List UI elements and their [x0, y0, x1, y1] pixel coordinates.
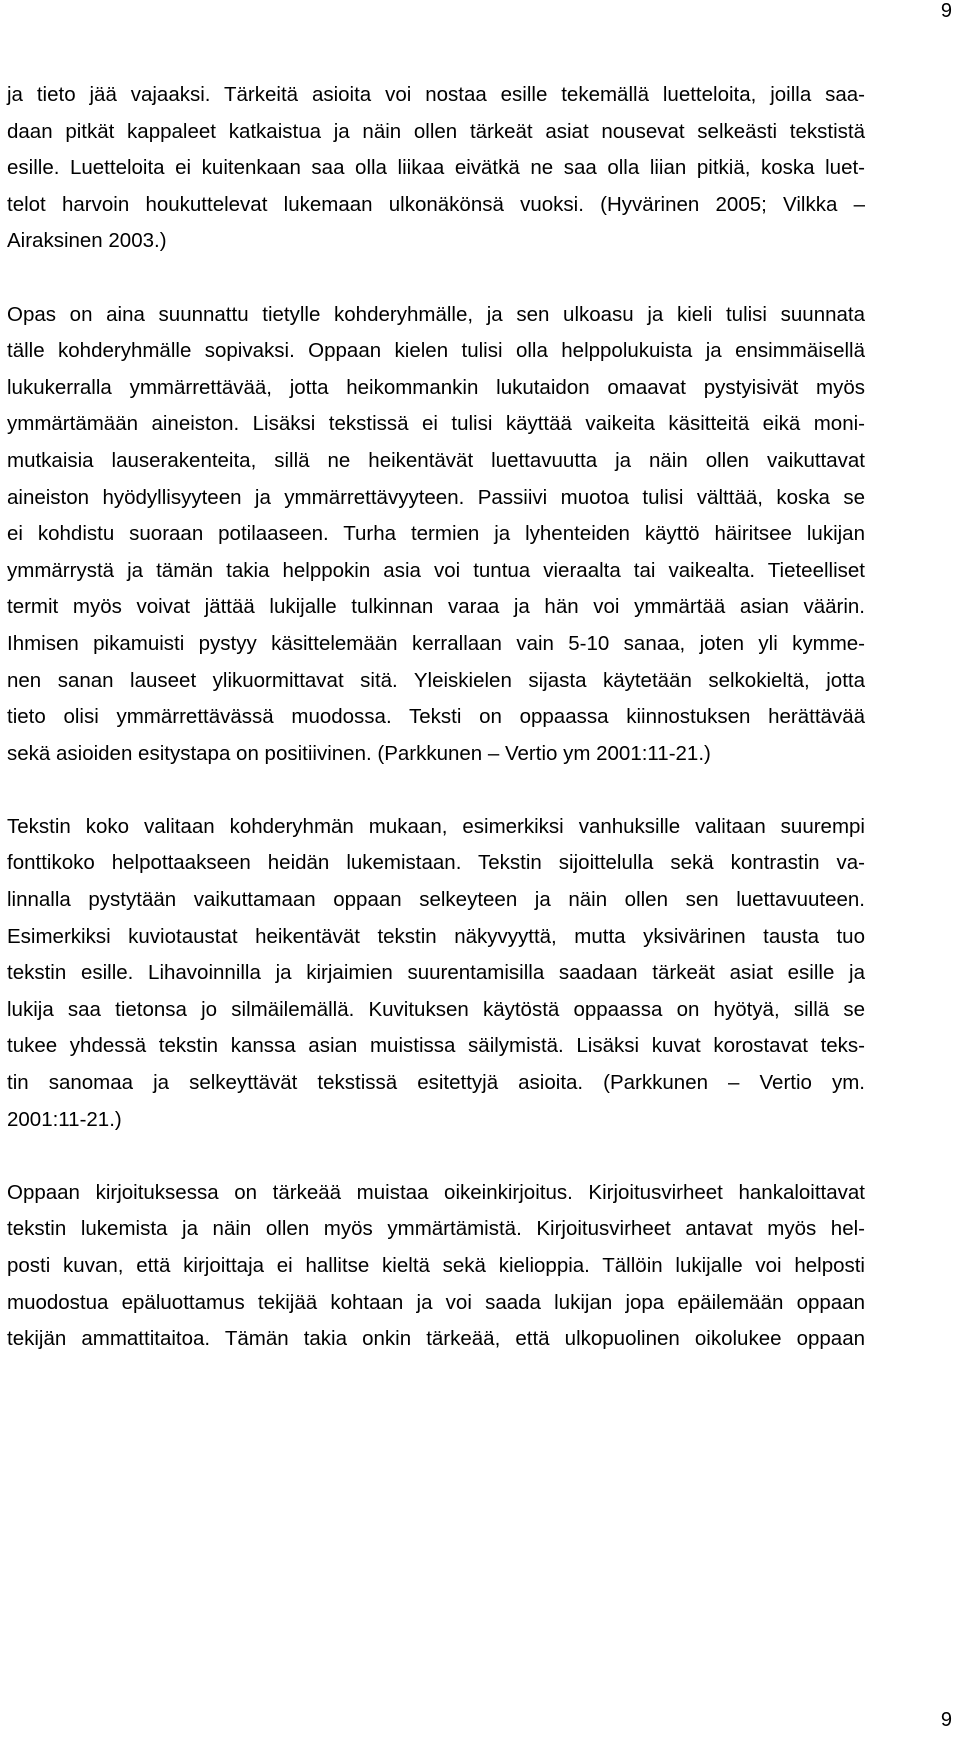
- text-line: Esimerkiksi kuviotaustat heikentävät tekstin näkyvyyttä, mutta yksivärinen tausta tuo: [7, 924, 865, 948]
- paragraph-gap: [7, 772, 865, 809]
- page-number-bottom: 9: [940, 1709, 952, 1731]
- text-line: termit myös voivat jättää lukijalle tulkinnan varaa ja hän voi ymmärtää asian väärin.: [7, 595, 865, 619]
- text-line: esille. Luetteloita ei kuitenkaan saa olla liikaa eivätkä ne saa olla liian pitkiä, koska luet-: [7, 156, 865, 180]
- paragraph: [7, 297, 865, 773]
- text-line: Opas on aina suunnattu tietylle kohderyhmälle, ja sen ulkoasu ja kieli tulisi suunnata: [7, 302, 865, 326]
- text-line: Tekstin koko valitaan kohderyhmän mukaan, esimerkiksi vanhuksille valitaan suurempi: [7, 814, 865, 838]
- text-line: muodostua epäluottamus tekijää kohtaan ja voi saada lukijan jopa epäilemään oppaan: [7, 1290, 865, 1314]
- page-number-top: 9: [940, 0, 952, 22]
- text-line: ja tieto jää vajaaksi. Tärkeitä asioita voi nostaa esille tekemällä luetteloita, joilla saa-: [7, 83, 865, 106]
- text-line: mutkaisia lauserakenteita, sillä ne heikentävät luettavuutta ja näin ollen vaikuttavat: [7, 448, 865, 472]
- text-line: ymmärrystä ja tämän takia helppokin asia voi tuntua vieraalta tai vaikealta. Tieteelliset: [7, 558, 865, 582]
- text-line: tieto olisi ymmärrettävässä muodossa. Teksti on oppaassa kiinnostuksen herättävää: [7, 705, 865, 729]
- text-line: ymmärtämään aineiston. Lisäksi tekstissä ei tulisi käyttää vaikeita käsitteitä eikä moni-: [7, 412, 865, 436]
- paragraph: [7, 77, 865, 260]
- text-line: sekä asioiden esitystapa on positiivinen. (Parkkunen – Vertio ym 2001:11-21.): [7, 741, 711, 765]
- paragraph: [7, 809, 865, 1138]
- paragraph: [7, 1175, 865, 1358]
- text-line: aineiston hyödyllisyyteen ja ymmärrettävyyteen. Passiivi muotoa tulisi välttää, koska se: [7, 485, 865, 509]
- text-line: telot harvoin houkuttelevat lukemaan ulkonäkönsä vuoksi. (Hyvärinen 2005; Vilkka –: [7, 192, 865, 216]
- text-line: Airaksinen 2003.): [7, 229, 167, 253]
- text-line: ei kohdistu suoraan potilaaseen. Turha termien ja lyhenteiden käyttö häiritsee lukijan: [7, 522, 865, 546]
- text-line: tekijän ammattitaitoa. Tämän takia onkin tärkeää, että ulkopuolinen oikolukee oppaan: [7, 1327, 865, 1351]
- text-line: lukija saa tietonsa jo silmäilemällä. Kuvituksen käytöstä oppaassa on hyötyä, sillä se: [7, 997, 865, 1021]
- text-line: fonttikoko helpottaakseen heidän lukemistaan. Tekstin sijoittelulla sekä kontrastin va-: [7, 851, 865, 875]
- text-line: daan pitkät kappaleet katkaistua ja näin ollen tärkeät asiat nousevat selkeästi tekstistä: [7, 119, 865, 143]
- text-line: tälle kohderyhmälle sopivaksi. Oppaan kielen tulisi olla helppolukuista ja ensimmäisellä: [7, 339, 865, 363]
- text-line: linnalla pystytään vaikuttamaan oppaan selkeyteen ja näin ollen sen luettavuuteen.: [7, 888, 865, 912]
- text-line: tukee yhdessä tekstin kanssa asian muistissa säilymistä. Lisäksi kuvat korostavat teks-: [7, 1034, 865, 1058]
- text-line: Oppaan kirjoituksessa on tärkeää muistaa oikeinkirjoitus. Kirjoitusvirheet hankaloittavat: [7, 1180, 865, 1204]
- text-line: tin sanomaa ja selkeyttävät tekstissä esitettyjä asioita. (Parkkunen – Vertio ym.: [7, 1071, 865, 1095]
- text-line: nen sanan lauseet ylikuormittavat sitä. Yleiskielen sijasta käytetään selkokieltä, jotta: [7, 668, 865, 692]
- text-line: 2001:11-21.): [7, 1107, 122, 1131]
- document-body: [7, 77, 865, 1358]
- text-line: tekstin esille. Lihavoinnilla ja kirjaimien suurentamisilla saadaan tärkeät asiat esille ja: [7, 961, 865, 985]
- text-line: tekstin lukemista ja näin ollen myös ymmärtämistä. Kirjoitusvirheet antavat myös hel-: [7, 1217, 865, 1241]
- text-line: lukukerralla ymmärrettävää, jotta heikommankin lukutaidon omaavat pystyisivät myös: [7, 375, 865, 399]
- text-line: Ihmisen pikamuisti pystyy käsittelemään kerrallaan vain 5-10 sanaa, joten yli kymme-: [7, 631, 865, 655]
- paragraph-gap: [7, 1138, 865, 1175]
- paragraph-gap: [7, 260, 865, 297]
- text-line: posti kuvan, että kirjoittaja ei hallitse kieltä sekä kielioppia. Tällöin lukijalle voi helposti: [7, 1254, 865, 1277]
